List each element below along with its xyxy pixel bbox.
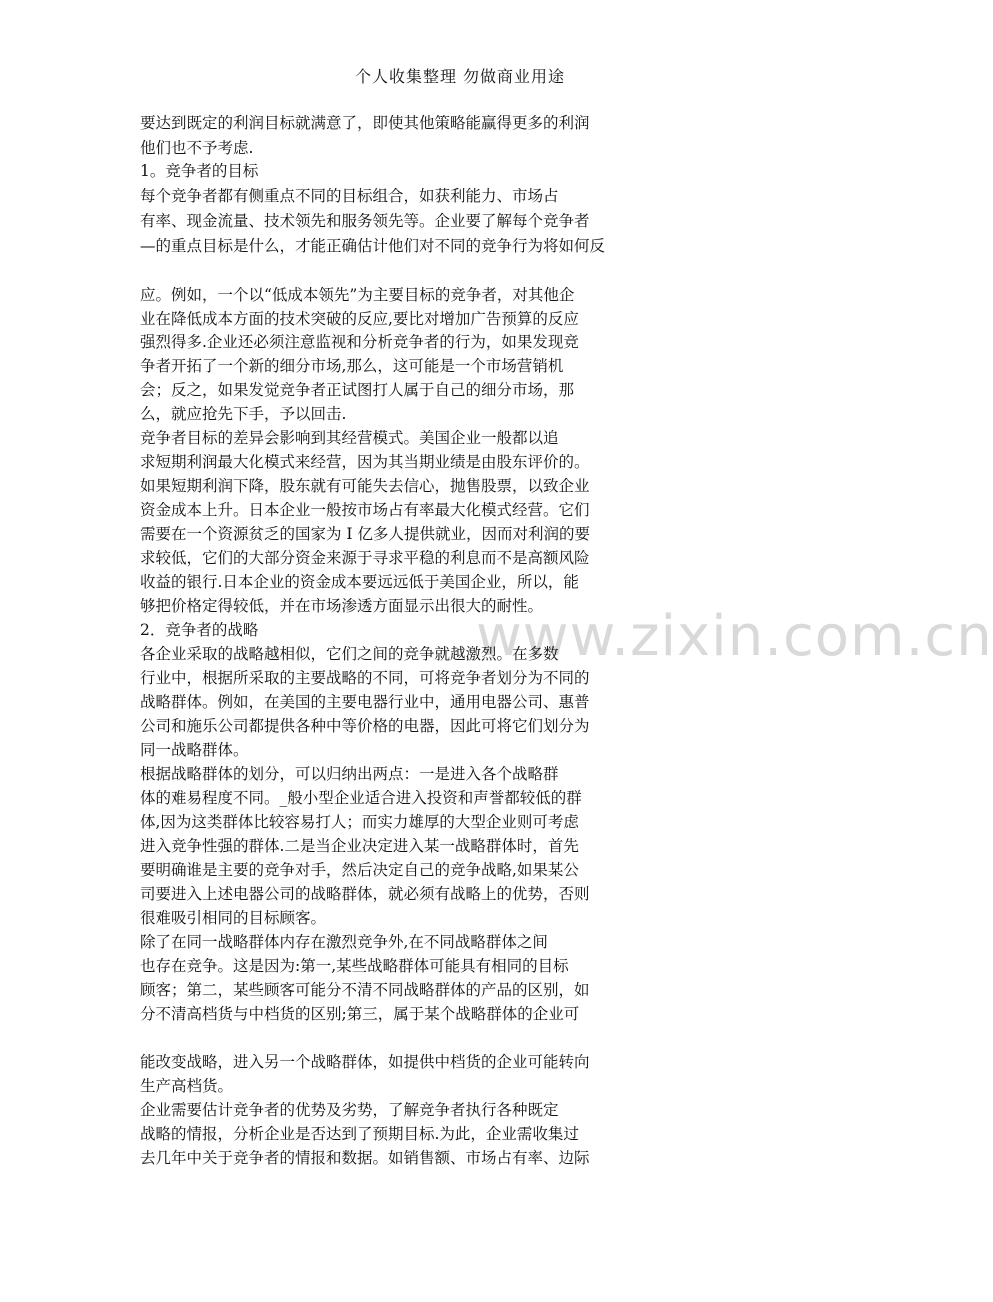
text-line: 会；反之，如果发觉竞争者正试图打人属于自己的细分市场，那 bbox=[140, 381, 575, 399]
text-line: 企业需要估计竞争者的优势及劣势，了解竞争者执行各种既定 bbox=[140, 1101, 559, 1119]
watermark: www.zixin.com.cn bbox=[476, 604, 993, 669]
text-line: 求短期利润最大化模式来经营，因为其当期业绩是由股东评价的。 bbox=[140, 453, 590, 471]
text-line: 够把价格定得较低，并在市场渗透方面显示出很大的耐性。 bbox=[140, 597, 544, 615]
text-line: 每个竞争者都有侧重点不同的目标组合，如获利能力、市场占 bbox=[140, 187, 559, 205]
text-line: 根据战略群体的划分，可以归纳出两点：一是进入各个战略群 bbox=[140, 765, 559, 783]
text-line: 顾客；第二，某些顾客可能分不清不同战略群体的产品的区别，如 bbox=[140, 981, 590, 999]
section-heading: 1。竞争者的目标 bbox=[140, 162, 259, 180]
text-line: 么，就应抢先下手，予以回击. bbox=[140, 405, 347, 423]
page-header: 个人收集整理 勿做商业用途 bbox=[354, 67, 566, 86]
text-line: 生产高档货。 bbox=[140, 1077, 234, 1095]
text-line: 很难吸引相同的目标顾客。 bbox=[140, 909, 327, 927]
text-line: 要明确谁是主要的竞争对手，然后决定自己的竞争战略,如果某公 bbox=[140, 861, 579, 879]
text-line: 争者开拓了一个新的细分市场,那么，这可能是一个市场营销机 bbox=[140, 357, 564, 375]
text-line: 去几年中关于竞争者的情报和数据。如销售额、市场占有率、边际 bbox=[140, 1149, 590, 1167]
text-line: 各企业采取的战略越相似，它们之间的竞争就越激烈。在多数 bbox=[140, 645, 559, 663]
text-line: 体,因为这类群体比较容易打人；而实力雄厚的大型企业则可考虑 bbox=[140, 813, 579, 831]
section-heading: 2．竞争者的战略 bbox=[140, 621, 259, 639]
text-line: 战略的情报，分析企业是否达到了预期目标.为此，企业需收集过 bbox=[140, 1125, 579, 1143]
text-line: 应。例如，一个以“低成本领先”为主要目标的竞争者，对其他企 bbox=[140, 286, 575, 304]
text-line: 收益的银行.日本企业的资金成本要远远低于美国企业，所以，能 bbox=[140, 573, 579, 591]
text-line: 分不清高档货与中档货的区别;第三，属于某个战略群体的企业可 bbox=[140, 1005, 580, 1023]
text-line: 进入竞争性强的群体.二是当企业决定进入某一战略群体时，首先 bbox=[140, 837, 579, 855]
text-line: 同一战略群体。 bbox=[140, 741, 249, 759]
text-line: 能改变战略，进入另一个战略群体，如提供中档货的企业可能转向 bbox=[140, 1053, 590, 1071]
text-line: —的重点目标是什么，才能正确估计他们对不同的竞争行为将如何反 bbox=[140, 237, 606, 255]
text-line: 有率、现金流量、技术领先和服务领先等。企业要了解每个竞争者 bbox=[140, 212, 590, 230]
text-line: 业在降低成本方面的技术突破的反应,要比对增加广告预算的反应 bbox=[140, 310, 579, 328]
text-line: 他们也不予考虑. bbox=[140, 139, 254, 157]
text-line: 行业中，根据所采取的主要战略的不同，可将竞争者划分为不同的 bbox=[140, 669, 590, 687]
text-line: 如果短期利润下降，股东就有可能失去信心，抛售股票，以致企业 bbox=[140, 477, 590, 495]
text-line: 要达到既定的利润目标就满意了，即使其他策略能赢得更多的利润 bbox=[140, 114, 590, 132]
text-line: 除了在同一战略群体内存在激烈竞争外,在不同战略群体之间 bbox=[140, 933, 548, 951]
text-line: 强烈得多.企业还必须注意监视和分析竞争者的行为，如果发现竞 bbox=[140, 333, 579, 351]
text-line: 竞争者目标的差异会影响到其经营模式。美国企业一般都以追 bbox=[140, 429, 559, 447]
text-line: 求较低，它们的大部分资金来源于寻求平稳的利息而不是高额风险 bbox=[140, 549, 590, 567]
text-line: 也存在竞争。这是因为:第一,某些战略群体可能具有相同的目标 bbox=[140, 957, 569, 975]
text-line: 体的难易程度不同。_般小型企业适合进入投资和声誉都较低的群 bbox=[140, 789, 582, 807]
text-line: 司要进入上述电器公司的战略群体，就必须有战略上的优势，否则 bbox=[140, 885, 590, 903]
text-line: 战略群体。例如，在美国的主要电器行业中，通用电器公司、惠普 bbox=[140, 693, 590, 711]
text-line: 资金成本上升。日本企业一般按市场占有率最大化模式经营。它们 bbox=[140, 501, 590, 519]
text-line: 公司和施乐公司都提供各种中等价格的电器，因此可将它们划分为 bbox=[140, 717, 590, 735]
text-line: 需要在一个资源贫乏的国家为 I 亿多人提供就业，因而对利润的要 bbox=[140, 525, 590, 543]
